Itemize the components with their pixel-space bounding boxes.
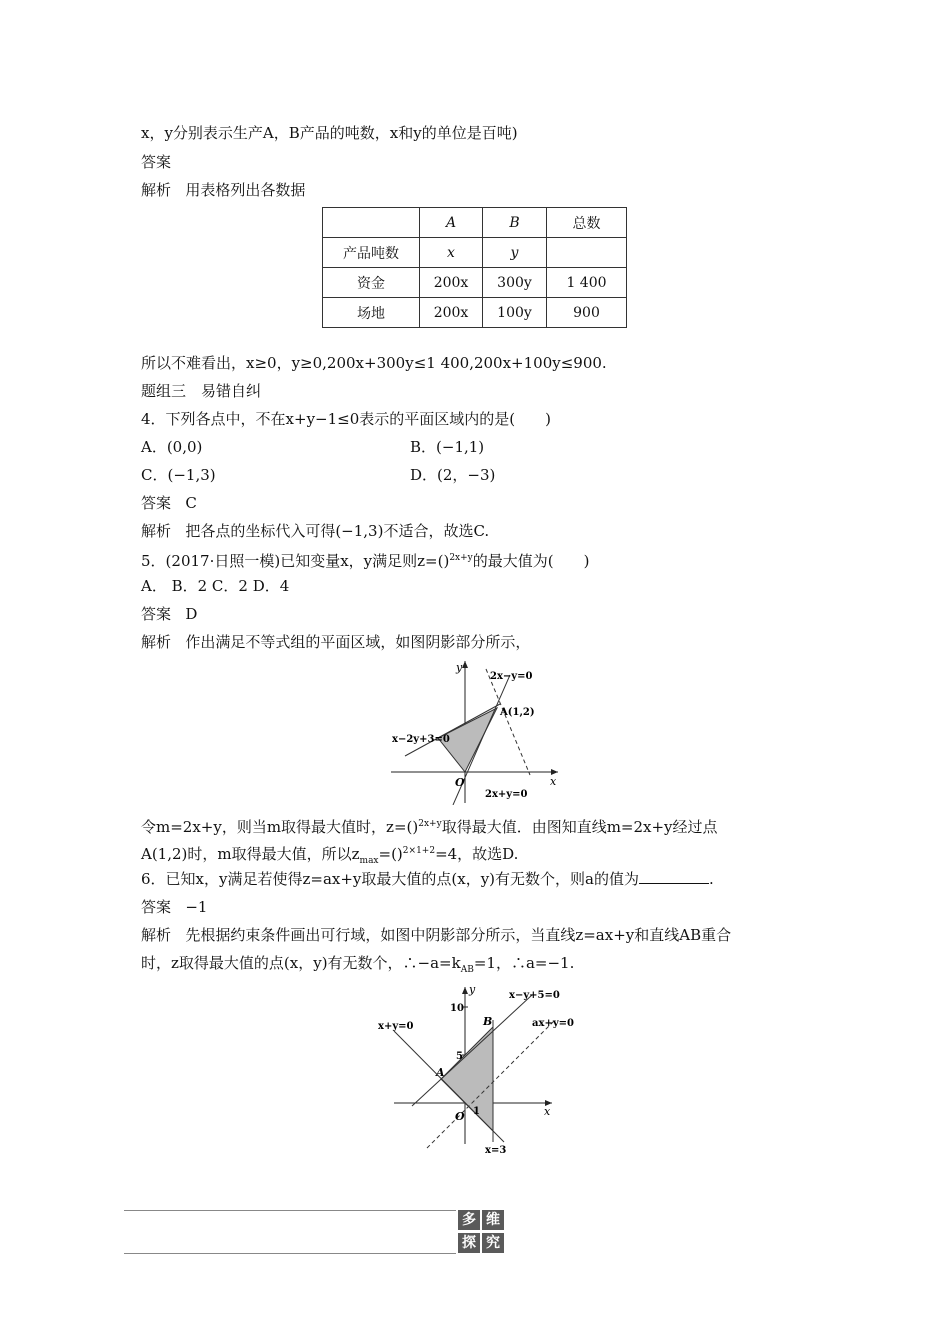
fig1-label-point-a: A(1,2) <box>500 707 535 718</box>
intro-line: x，y分别表示生产A，B产品的吨数，x和y的单位是百吨) <box>141 124 518 142</box>
fig2-tick-1: 1 <box>473 1106 480 1117</box>
footer-rule-bottom <box>124 1253 456 1254</box>
analysis-text: 把各点的坐标代入可得(−1,3)不适合，故选C. <box>185 522 490 540</box>
feasible-region-figure-2 <box>372 982 582 1160</box>
footer-badge: 究 <box>482 1233 504 1253</box>
table-cell: 900 <box>547 298 627 328</box>
q5-stem-exponent: 2x+y <box>449 553 473 563</box>
q5-stem-main: 5．(2017·日照一模)已知变量x，y满足则z=() <box>141 552 450 570</box>
fig1-label-line-x-2y: x−2y+3=0 <box>392 734 450 745</box>
q5-line2-part-c: =4，故选D. <box>435 845 519 863</box>
table-cell <box>323 208 420 238</box>
fig2-label-line-x+y: x+y=0 <box>378 1021 414 1032</box>
q5-reasoning-line-2 <box>141 841 518 871</box>
q5-line1-part-b: 取得最大值．由图知直线m=2x+y经过点 <box>441 818 718 836</box>
fig1-label-x: x <box>550 775 557 788</box>
table-cell: 300y <box>483 268 547 298</box>
table-cell: x <box>420 238 483 268</box>
fig2-label-line-ax+y: ax+y=0 <box>532 1018 574 1029</box>
footer-badge: 探 <box>458 1233 480 1253</box>
q5-line2-exponent: 2×1+2 <box>402 846 436 856</box>
q5-stem <box>141 548 589 571</box>
fig2-label-line-x3: x=3 <box>485 1145 507 1156</box>
table-row <box>323 298 627 328</box>
answer-label-3: 答案 <box>141 153 172 171</box>
fig2-label-line-x-y+5: x−y+5=0 <box>509 990 560 1001</box>
fig2-label-origin: O <box>455 1110 465 1123</box>
table-cell: y <box>483 238 547 268</box>
q6-analysis2-main: 时，z取得最大值的点(x，y)有无数个，∴−a=k <box>141 954 461 972</box>
q5-analysis <box>141 632 530 652</box>
q4-option-c: C．(−1,3) <box>141 466 216 484</box>
analysis-text: 先根据约束条件画出可行域，如图中阴影部分所示，当直线z=ax+y和直线AB重合 <box>185 926 732 944</box>
table-cell: 100y <box>483 298 547 328</box>
fig2-tick-10: 10 <box>450 1003 464 1014</box>
analysis-text: 用表格列出各数据 <box>185 181 306 199</box>
q6-analysis-line-2 <box>141 953 574 980</box>
q5-line1-part-a: 令m=2x+y，则当m取得最大值时，z=() <box>141 818 419 836</box>
analysis-text: 作出满足不等式组的平面区域，如图阴影部分所示， <box>185 633 531 651</box>
q6-answer <box>141 897 207 917</box>
analysis-label: 解析 <box>141 522 172 540</box>
q4-option-a: A．(0,0) <box>141 438 203 456</box>
analysis-3 <box>141 180 305 200</box>
answer-blank <box>639 869 709 884</box>
table-cell: 1 400 <box>547 268 627 298</box>
table-cell: A <box>420 208 483 238</box>
fig1-label-line-2x+y: 2x+y=0 <box>485 789 528 800</box>
footer-badge: 维 <box>482 1210 504 1230</box>
footer-badge: 多 <box>458 1210 480 1230</box>
fig1-label-origin: O <box>455 776 465 789</box>
fig1-label-y: y <box>456 661 463 674</box>
table-cell: 200x <box>420 268 483 298</box>
analysis-label: 解析 <box>141 181 172 199</box>
fig2-label-x: x <box>544 1105 551 1118</box>
answer-value: C <box>185 494 197 512</box>
q6-stem <box>141 869 714 889</box>
q6-analysis2-end: =1，∴a=−1. <box>473 954 575 972</box>
data-table <box>322 207 627 328</box>
q5-line2-part-a: A(1,2)时，m取得最大值，所以z <box>141 845 360 863</box>
q6-stem-end: . <box>708 870 714 888</box>
fig2-tick-5: 5 <box>456 1051 463 1062</box>
table-cell: 场地 <box>323 298 420 328</box>
table-row <box>323 238 627 268</box>
q6-stem-main: 6．已知x，y满足若使得z=ax+y取最大值的点(x，y)有无数个，则a的值为 <box>141 870 639 888</box>
answer-label: 答案 <box>141 494 172 512</box>
q4-stem: 4．下列各点中，不在x+y−1≤0表示的平面区域内的是( ) <box>141 410 551 428</box>
analysis-label: 解析 <box>141 633 172 651</box>
answer-value: −1 <box>185 898 208 916</box>
fig1-label-line-2x-y: 2x−y=0 <box>490 671 533 682</box>
q4-option-d: D．(2，−3) <box>410 466 496 484</box>
fig2-label-point-b: B <box>483 1015 493 1028</box>
fig2-label-point-a: A <box>436 1066 445 1079</box>
conclusion-3: 所以不难看出，x≥0，y≥0,200x+300y≤1 400,200x+100y≤900. <box>141 354 607 372</box>
q5-line2-part-b: =() <box>378 845 403 863</box>
q6-analysis-line-1 <box>141 925 731 945</box>
q5-stem-end: 的最大值为( ) <box>472 552 590 570</box>
table-cell: 总数 <box>547 208 627 238</box>
table-cell: 200x <box>420 298 483 328</box>
q5-reasoning-line-1 <box>141 814 718 837</box>
q5-line1-exponent: 2x+y <box>418 819 442 829</box>
q4-analysis <box>141 521 489 541</box>
feasible-region-figure-1 <box>380 655 565 805</box>
q6-analysis2-subscript: AB <box>460 965 474 975</box>
answer-label: 答案 <box>141 605 172 623</box>
fig2-label-y: y <box>469 983 476 996</box>
q4-option-b: B．(−1,1) <box>410 438 485 456</box>
answer-label: 答案 <box>141 898 172 916</box>
section-title: 题组三 易错自纠 <box>141 382 262 400</box>
table-header-row <box>323 208 627 238</box>
answer-value: D <box>185 605 198 623</box>
footer-rule-top <box>124 1210 456 1211</box>
q5-line2-subscript: max <box>359 856 379 866</box>
table-cell: 产品吨数 <box>323 238 420 268</box>
table-row <box>323 268 627 298</box>
q4-answer <box>141 493 197 513</box>
table-cell <box>547 238 627 268</box>
q5-options: A． B．2 C．2 D．4 <box>141 577 290 595</box>
table-cell: 资金 <box>323 268 420 298</box>
analysis-label: 解析 <box>141 926 172 944</box>
table-cell: B <box>483 208 547 238</box>
q5-answer <box>141 604 197 624</box>
